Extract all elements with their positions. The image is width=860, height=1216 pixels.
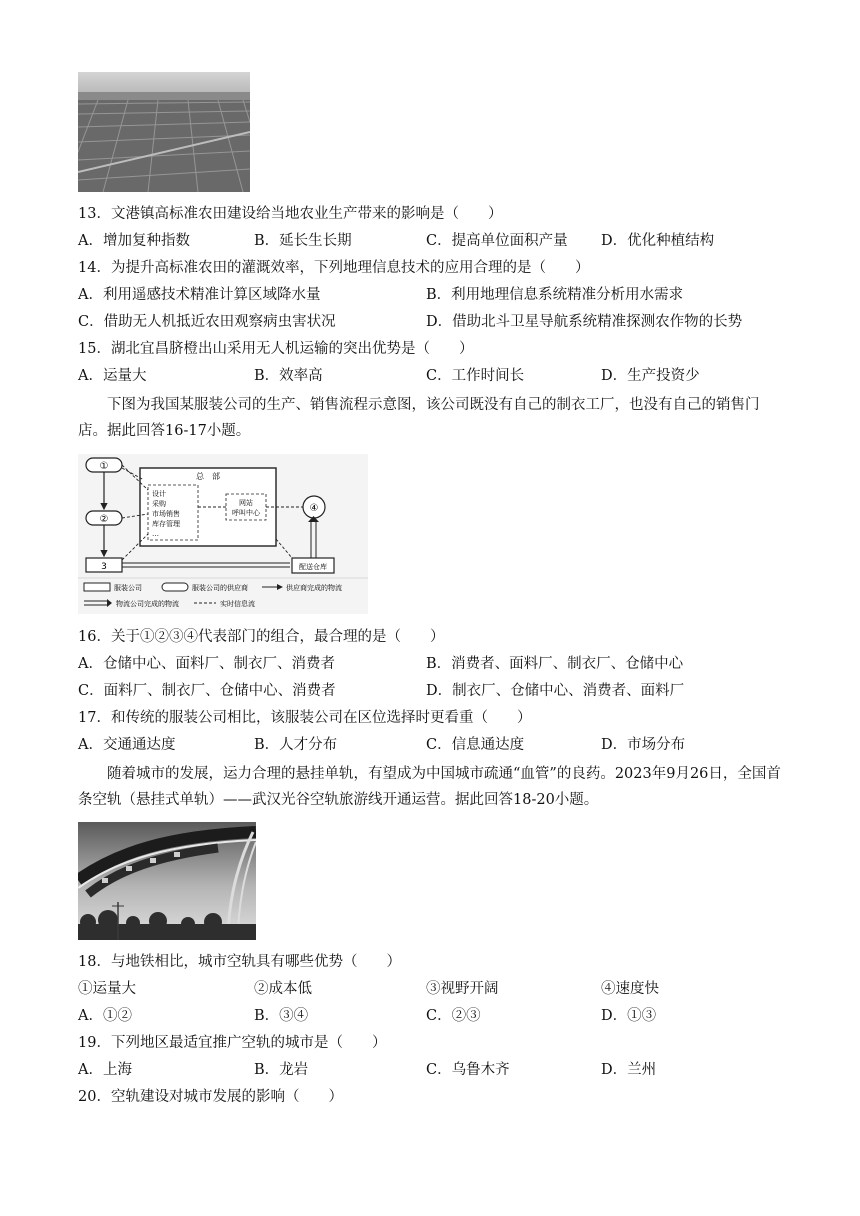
q17-option-b[interactable]: B．人才分布 [254,737,338,753]
passage-sky-rail: 随着城市的发展，运力合理的悬挂单轨，有望成为中国城市疏通“血管”的良药。2023年9月26日，全国首条空轨（悬挂式单轨）——武汉光谷空轨旅游线开通运营。据此回答18-20小题。 [78,766,781,808]
q13-option-c[interactable]: C．提高单位面积产量 [426,233,568,249]
q16-option-d[interactable]: D．制衣厂、仓储中心、消费者、面料厂 [426,683,685,699]
flow-diagram [78,454,368,614]
hq-item-1: 设计 [152,490,166,498]
q19-option-c[interactable]: C．乌鲁木齐 [426,1062,510,1078]
q13-option-b[interactable]: B．延长生长期 [254,233,352,249]
q18-option-b[interactable]: B．③④ [254,1008,309,1024]
q18-option-a[interactable]: A．①② [78,1008,132,1024]
q20-stem: 20．空轨建设对城市发展的影响（ ） [78,1089,343,1105]
hq-item-4: 库存管理 [152,520,180,528]
q15-option-a[interactable]: A．运量大 [78,368,147,384]
q16-option-b[interactable]: B．消费者、面料厂、制衣厂、仓储中心 [426,656,684,672]
q17-option-d[interactable]: D．市场分布 [601,737,686,753]
sky-rail-photo [78,822,256,940]
q18-item-3: ③视野开阔 [426,981,499,997]
q17-stem: 17．和传统的服装公司相比，该服装公司在区位选择时更看重（ ） [78,710,532,726]
legend-company: 服装公司 [114,584,142,592]
q14-option-a[interactable]: A．利用遥感技术精准计算区域降水量 [78,287,321,303]
q15-option-b[interactable]: B．效率高 [254,368,323,384]
hq-title: 总 部 [196,472,220,481]
legend-supplier: 服装公司的供应商 [192,584,248,592]
q18-item-2: ②成本低 [254,981,312,997]
q13-stem: 13．文港镇高标准农田建设给当地农业生产带来的影响是（ ） [78,206,503,222]
hq-item-2: 采购 [152,500,166,508]
q13-option-a[interactable]: A．增加复种指数 [78,233,190,249]
q14-option-b[interactable]: B．利用地理信息系统精准分析用水需求 [426,287,684,303]
q14-option-d[interactable]: D．借助北斗卫星导航系统精准探测农作物的长势 [426,314,743,330]
legend-info: 实时信息流 [220,600,255,608]
q18-option-d[interactable]: D．①③ [601,1008,657,1024]
q15-option-d[interactable]: D．生产投资少 [601,368,700,384]
q14-option-c[interactable]: C．借助无人机抵近农田观察病虫害状况 [78,314,336,330]
q16-stem: 16．关于①②③④代表部门的组合，最合理的是（ ） [78,629,445,645]
legend-logistics: 物流公司完成的物流 [116,600,179,608]
hq-item-5: … [152,530,159,538]
node-4-label: ④ [309,503,319,514]
q14-stem: 14．为提升高标准农田的灌溉效率，下列地理信息技术的应用合理的是（ ） [78,260,590,276]
site-label-2: 呼叫中心 [232,509,260,517]
q17-option-c[interactable]: C．信息通达度 [426,737,525,753]
q15-option-c[interactable]: C．工作时间长 [426,368,525,384]
node-2-label: ② [99,514,109,525]
warehouse-label: 配送仓库 [299,563,327,571]
passage-clothing-company: 下图为我国某服装公司的生产、销售流程示意图，该公司既没有自己的制衣工厂，也没有自己的销售门店。据此回答16-17小题。 [78,397,760,439]
q15-stem: 15．湖北宜昌脐橙出山采用无人机运输的突出优势是（ ） [78,341,474,357]
hq-item-3: 市场销售 [152,510,180,518]
q18-option-c[interactable]: C．②③ [426,1008,481,1024]
q19-option-d[interactable]: D．兰州 [601,1062,657,1078]
q18-item-4: ④速度快 [601,981,659,997]
q19-stem: 19．下列地区最适宜推广空轨的城市是（ ） [78,1035,387,1051]
legend-supplier-flow: 供应商完成的物流 [286,584,342,592]
q19-option-b[interactable]: B．龙岩 [254,1062,309,1078]
q18-stem: 18．与地铁相比，城市空轨具有哪些优势（ ） [78,954,401,970]
node-1-label: ① [99,461,109,472]
q16-option-a[interactable]: A．仓储中心、面料厂、制衣厂、消费者 [78,656,335,672]
q16-option-c[interactable]: C．面料厂、制衣厂、仓储中心、消费者 [78,683,336,699]
q13-option-d[interactable]: D．优化种植结构 [601,233,715,249]
node-3-label: 3 [101,562,107,572]
q19-option-a[interactable]: A．上海 [78,1062,132,1078]
q18-item-1: ①运量大 [78,981,136,997]
farmland-photo [78,72,250,192]
q17-option-a[interactable]: A．交通通达度 [78,737,176,753]
site-label-1: 网站 [239,499,253,507]
